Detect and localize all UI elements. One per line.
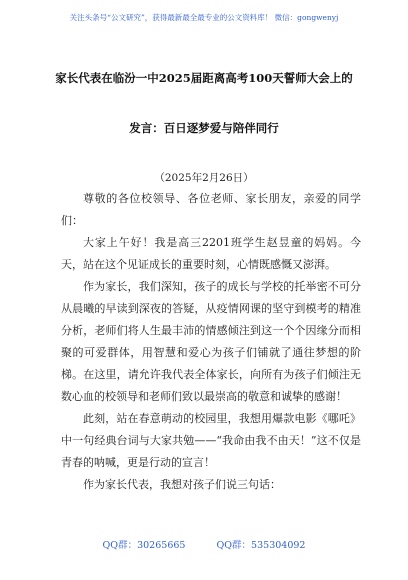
body-paragraph: 此刻，站在春意萌动的校园里，我想用爆款电影《哪吒》中一句经典台词与大家共勉——“我命由我不由天！”这不仅是青春的呐喊，更是行动的宣言！ (61, 412, 361, 469)
body-paragraph: 作为家长代表，我想对孩子们说三句话： (83, 478, 281, 491)
document-title-line-2: 发言：百日逐梦爱与陪伴同行 (129, 121, 279, 135)
body-paragraph: 作为家长，我们深知，孩子的成长与学校的托举密不可分从晨曦的早读到深夜的答疑，从疫情网课的坚守到模考的精准分析，老师们将人生最丰沛的情感倾注到这一个个因缘分而相聚的可爱群体，用智慧和爱心为孩子们铺就了通往梦想的阶梯。在这里，请允许我代表全体家长，向所有为孩子们倾注无数心血的校领导和老师们致以最崇高的敬意和诚挚的感谢！ (61, 280, 361, 403)
body-paragraph: 大家上午好！我是高三2201班学生赵昱童的妈妈。今天，站在这个见证成长的重要时刻，心情既感慨又澎湃。 (61, 236, 361, 271)
document-body (61, 188, 361, 496)
footer (0, 537, 408, 551)
document-title-line-1: 家长代表在临汾一中2025届距离高考100天誓师大会上的 (55, 71, 353, 85)
footer-qq-group-2: QQ群：535304092 (216, 540, 306, 551)
document-date: （2025年2月26日） (154, 172, 254, 184)
header-banner: 关注头条号“公文研究”，获得最新最全最专业的公文资料库！ 微信：gongwenyj (69, 13, 339, 22)
footer-qq-group-1: QQ群：30265665 (102, 540, 186, 551)
salutation-paragraph: 尊敬的各位校领导、各位老师、家长朋友，亲爱的同学们： (61, 192, 361, 227)
